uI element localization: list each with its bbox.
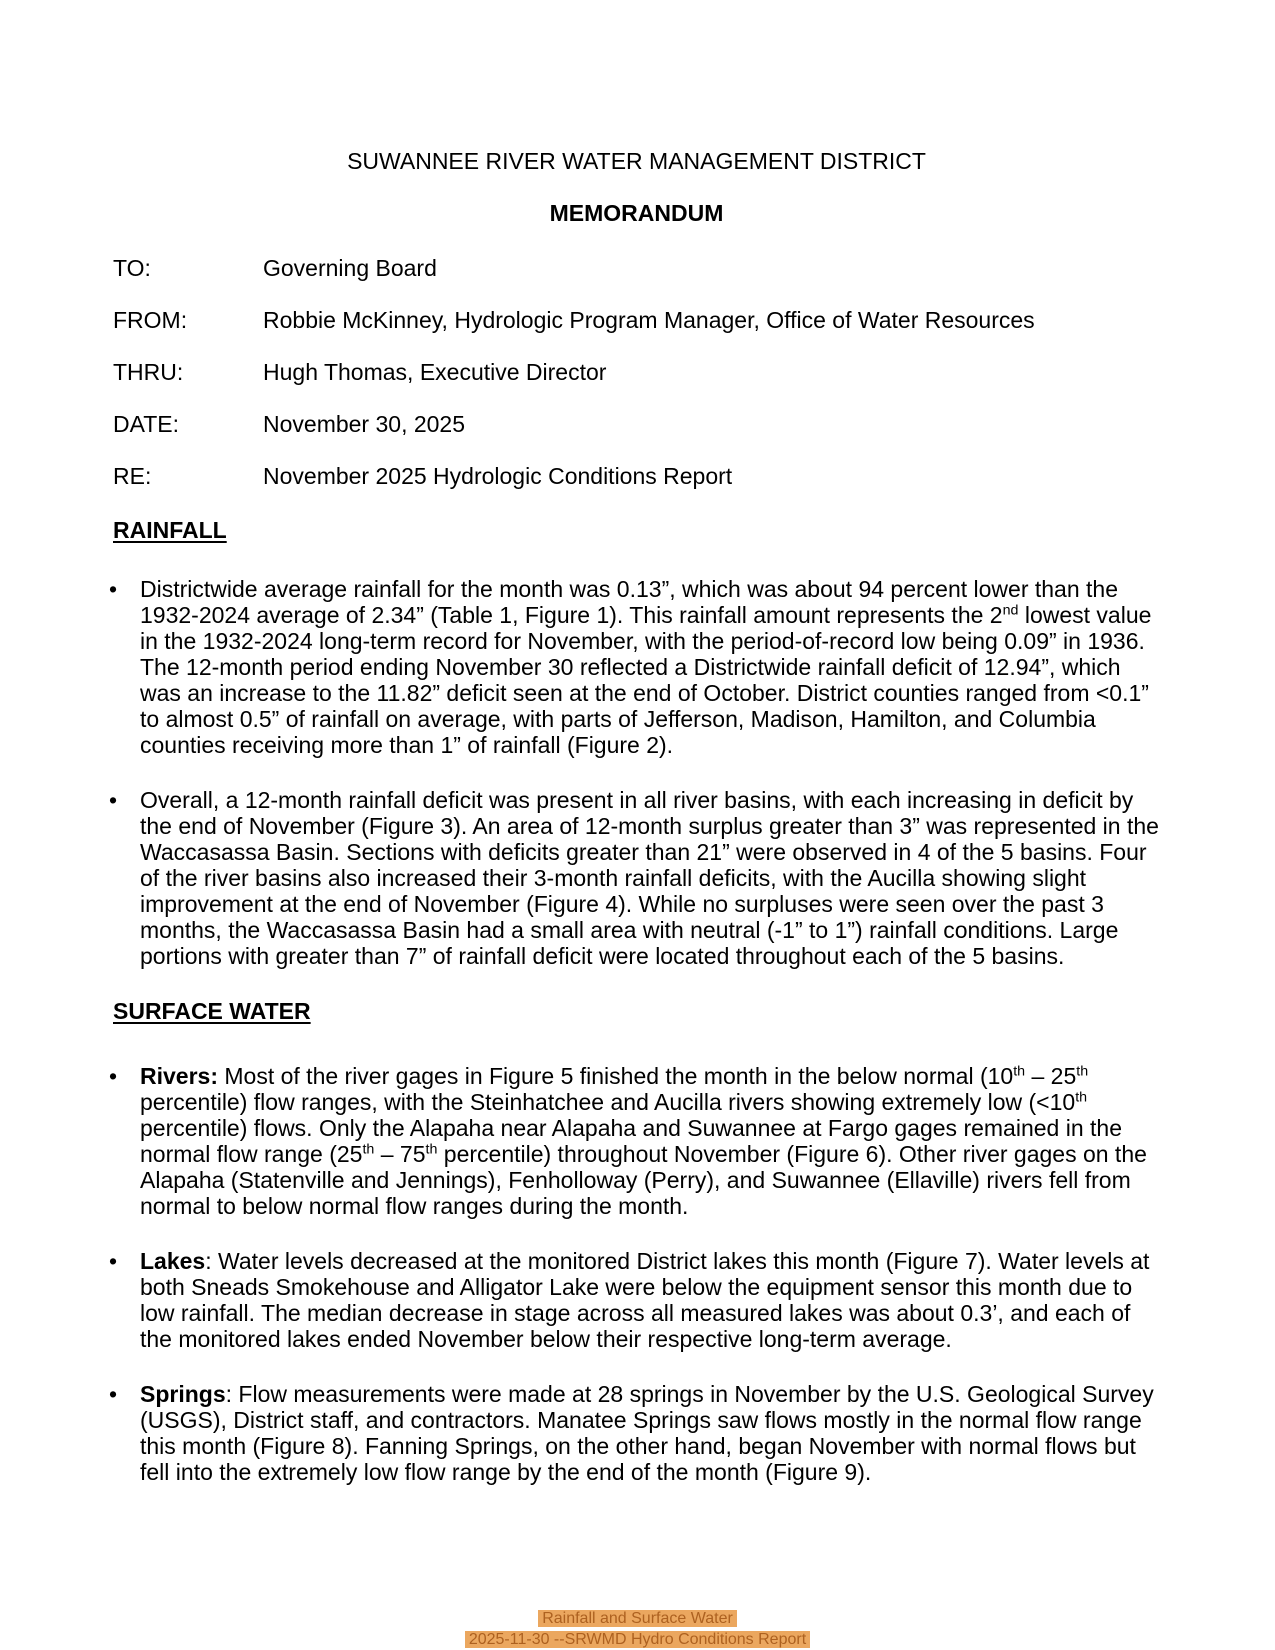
memo-field-value: Governing Board [263,255,437,281]
memo-field-value: Hugh Thomas, Executive Director [263,359,607,385]
bullet-item [109,1381,1160,1485]
document-subtitle: MEMORANDUM [549,200,724,226]
bullet-text: Overall, a 12-month rainfall deficit was present in all river basins, with each increasing in deficit by the end of November (Figure 3). An area of 12-month surplus greater than 3” was represented in the Waccasassa Basin. Sections with deficits greater than 21” were observed in 4 of the 5 basins. Four of the river basins also increased their 3-month rainfall deficits, with the Aucilla showing slight improvement at the end of November (Figure 4). While no surpluses were seen over the past 3 months, the Waccasassa Basin had a small area with neutral (-1” to 1”) rainfall conditions. Large portions with greater than 7” of rainfall deficit were located throughout each of the 5 basins. [140,787,1159,969]
bullet-text: Springs: Flow measurements were made at 28 springs in November by the U.S. Geological Survey (USGS), District staff, and contractors. Manatee Springs saw flows mostly in the normal flow range this month (Figure 8). Fanning Springs, on the other hand, began November with normal flows but fell into the extremely low flow range by the end of the month (Figure 9). [140,1381,1154,1485]
memo-field-value: November 30, 2025 [263,411,466,437]
memo-field-row [113,255,1160,281]
bullet-text: Rivers: Most of the river gages in Figure 5 finished the month in the below normal (10th – 25th percentile) flow ranges, with the Steinhatchee and Aucilla rivers showing extremely low (<10th percentile) flows. Only the Alapaha near Alapaha and Suwannee at Fargo gages remained in the normal flow range (25th – 75th percentile) throughout November (Figure 6). Other river gages on the Alapaha (Statenville and Jennings), Fenholloway (Perry), and Suwannee (Ellaville) rivers fell from normal to below normal flow ranges during the month. [140,1063,1147,1219]
memo-fields [113,255,1160,489]
memo-field-label: TO: [113,255,151,281]
bullet-item [109,787,1160,969]
bullet-text: Districtwide average rainfall for the month was 0.13”, which was about 94 percent lower than the 1932-2024 average of 2.34” (Table 1, Figure 1). This rainfall amount represents the 2nd lowest value in the 1932-2024 long-term record for November, with the period-of-record low being 0.09” in 1936. The 12-month period ending November 30 reflected a Districtwide rainfall deficit of 12.94”, which was an increase to the 11.82” deficit seen at the end of October. District counties ranged from <0.1” to almost 0.5” of rainfall on average, with parts of Jefferson, Madison, Hamilton, and Columbia counties receiving more than 1” of rainfall (Figure 2). [140,576,1152,758]
memo-field-label: RE: [113,463,152,489]
memo-field-value: Robbie McKinney, Hydrologic Program Manager, Office of Water Resources [263,307,1035,333]
bullet-lead: Rivers: [140,1063,218,1089]
memo-field-row [113,359,1160,385]
bullet-marker: • [109,787,118,813]
memo-field-value: November 2025 Hydrologic Conditions Report [263,463,733,489]
bullet-lead: Springs [140,1381,226,1407]
bullet-list [109,1063,1160,1485]
bullet-marker: • [109,1381,118,1407]
footer-highlight-1: Rainfall and Surface Water [538,1610,737,1627]
memo-field-row [113,463,1160,489]
bullet-marker: • [109,576,118,602]
bullet-lead: Lakes [140,1248,206,1274]
bullet-list [109,576,1160,969]
section-heading-surface-water: SURFACE WATER [113,998,311,1024]
memo-field-label: FROM: [113,307,188,333]
bullet-text: Lakes: Water levels decreased at the monitored District lakes this month (Figure 7). Water levels at both Sneads Smokehouse and Alligator Lake were below the equipment sensor this month due to low rainfall. The median decrease in stage across all measured lakes was about 0.3’, and each of the monitored lakes ended November below their respective long-term average. [140,1248,1150,1352]
page-footer [0,1608,1275,1650]
footer-line [0,1629,1275,1650]
footer-line [0,1608,1275,1629]
memo-field-label: DATE: [113,411,180,437]
memo-field-row [113,307,1160,333]
memo-field-label: THRU: [113,359,184,385]
bullet-marker: • [109,1248,118,1274]
bullet-item [109,1248,1160,1352]
section-heading-rainfall: RAINFALL [113,517,227,543]
section-rainfall [109,517,1160,969]
section-surface-water [109,998,1160,1485]
bullet-marker: • [109,1063,118,1089]
bullet-item [109,1063,1160,1219]
bullet-item [109,576,1160,758]
document-title: SUWANNEE RIVER WATER MANAGEMENT DISTRICT [347,148,926,174]
footer-highlight-2: 2025-11-30 --SRWMD Hydro Conditions Report [465,1631,810,1648]
memo-field-row [113,411,1160,437]
